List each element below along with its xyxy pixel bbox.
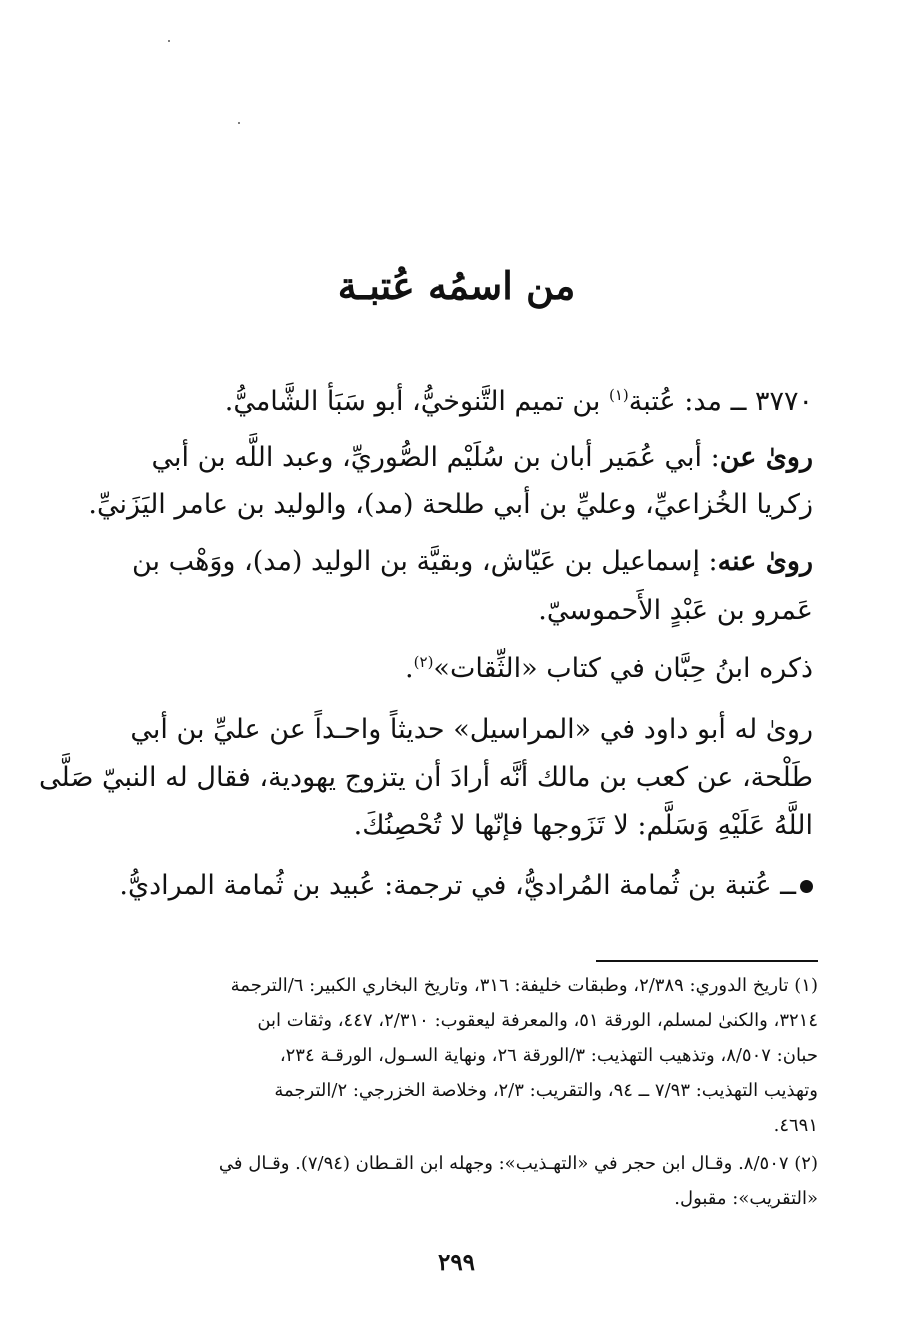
- narrated-from-text: : أبي عُمَير أبان بن سُلَيْم الصُّوريِّ، وعبد اللَّه بن أبي: [151, 442, 720, 473]
- ibn-hibban-line: [93, 649, 813, 689]
- narrated-by-line-2: عَمرو بن عَبْدٍ الأَحموسيّ.: [538, 595, 813, 626]
- footnote-1-line-1: (١) تاريخ الدوري: ٢/٣٨٩، وطبقات خليفة: ٣١٦، وتاريخ البخاري الكبير: ٦/الترجمة: [230, 975, 818, 996]
- cross-reference-text: ــ عُتبة بن ثُمامة المُراديُّ، في ترجمة: عُبيد بن ثُمامة المراديُّ.: [119, 870, 796, 901]
- hadith-line-2: طَلْحة، عن كعب بن مالك أنَّه أرادَ أن يتزوج يهودية، فقال له النبيّ صَلَّى: [39, 762, 813, 793]
- narrated-by-label: روىٰ عنه: [717, 546, 813, 577]
- hadith-line-3: اللَّهُ عَلَيْهِ وَسَلَّم: لا تَزَوجها فإنّها لا تُحْصِنُكَ.: [353, 810, 813, 841]
- section-title: من اسمُه عُتبـة: [337, 263, 576, 308]
- entry-code: ــ مد:: [675, 386, 755, 417]
- narrated-from-line-1: [93, 438, 813, 478]
- entry-header-rest: بن تميم التَّنوخيُّ، أبو سَبَأ الشَّاميُّ.: [224, 386, 609, 417]
- narrated-from-label: روىٰ عن: [719, 442, 813, 473]
- entry-number: ٣٧٧٠: [754, 386, 813, 417]
- scan-speck: [238, 122, 240, 124]
- footnote-separator: [596, 960, 818, 962]
- scan-speck: [168, 40, 170, 42]
- footnote-ref-2: (٢): [413, 653, 434, 671]
- footnote-ref-1: (١): [609, 386, 629, 404]
- hadith-line-1: روىٰ له أبو داود في «المراسيل» حديثاً واحـداً عن عليِّ بن أبي: [130, 714, 813, 745]
- bullet-icon: [800, 880, 813, 893]
- footnote-1-line-2: ٣٢١٤، والكنىٰ لمسلم، الورقة ٥١، والمعرفة ليعقوب: ٢/٣١٠، ٤٤٧، وثقات ابن: [257, 1010, 818, 1031]
- page-number: ٢٩٩: [437, 1249, 476, 1276]
- narrated-by-line-1: [93, 542, 813, 582]
- entry-header: [93, 382, 813, 422]
- footnote-1-line-5: ٤٦٩١.: [773, 1115, 818, 1136]
- footnote-2-line-1: (٢) ٨/٥٠٧. وقـال ابن حجر في «التهـذيب»: وجهله ابن القـطان (٧/٩٤). وقـال في: [218, 1153, 818, 1174]
- narrated-by-text: : إسماعيل بن عَيّاش، وبقيَّة بن الوليد (مد)، ووَهْب بن: [131, 546, 718, 577]
- footnote-1-line-4: وتهذيب التهذيب: ٧/٩٣ ــ ٩٤، والتقريب: ٢/٣، وخلاصة الخزرجي: ٢/الترجمة: [274, 1080, 818, 1101]
- ibn-hibban-text: ذكره ابنُ حِبَّان في كتاب «الثِّقات»: [433, 653, 813, 684]
- ibn-hibban-end: .: [405, 653, 414, 684]
- cross-reference-line: [93, 866, 813, 906]
- entry-name: عُتبة: [628, 386, 676, 417]
- footnote-1-line-3: حبان: ٨/٥٠٧، وتذهيب التهذيب: ٣/الورقة ٢٦، ونهاية السـول، الورقـة ٢٣٤،: [279, 1045, 818, 1066]
- footnote-2-line-2: «التقريب»: مقبول.: [674, 1188, 818, 1209]
- narrated-from-line-2: زكريا الخُزاعيِّ، وعليِّ بن أبي طلحة (مد)، والوليد بن عامر اليَزَنيِّ.: [88, 489, 813, 520]
